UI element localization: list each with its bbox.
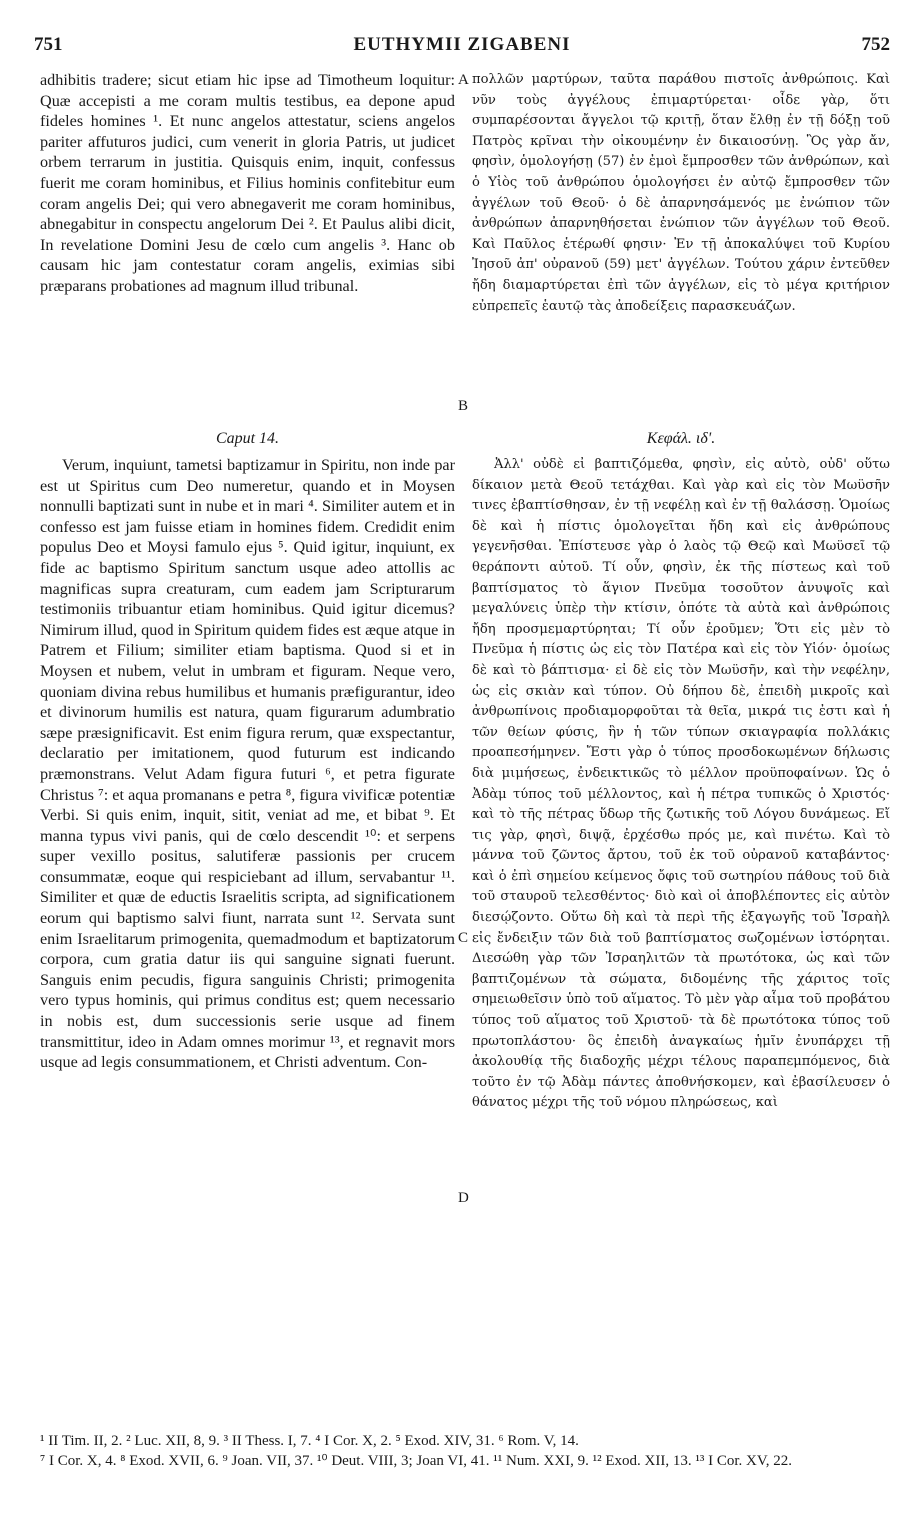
- footnotes-line-1: ¹ II Tim. II, 2. ² Luc. XII, 8, 9. ³ II Thess. I, 7. ⁴ I Cor. X, 2. ⁵ Exod. XIV, 31. ⁶ Rom. V, 14.: [40, 1433, 579, 1449]
- footnotes-line-2: ⁷ I Cor. X, 4. ⁸ Exod. XVII, 6. ⁹ Joan. VII, 37. ¹⁰ Deut. VIII, 3; Joan VI, 41. ¹¹ Num. XXI, 9. ¹² Exod. XII, 13. ¹³ I Cor. XV, 22.: [40, 1453, 793, 1469]
- latin-column-bottom: [40, 455, 455, 1073]
- chapter-heading-latin: Caput 14.: [215, 430, 280, 447]
- latin-paragraph-bottom: Verum, inquiunt, tametsi baptizamur in Spiritu, non inde par est ut Spiritus cum Deo numeretur, quando et in Moysen nonnulli baptizati sunt in nube et in mari ⁴. Similiter autem et in confesso est jam fuisse etiam in homines fidem. Credidit enim populus Deo et Moysi famulo ejus ⁵. Quid igitur, inquiunt, ex fide ac baptismo Spiritum sanctum usque adeo attollis ac magnificas supra creaturam, cum eadem jam Scripturarum testimoniis tribuantur etiam hominibus. Quid igitur dicemus? Nimirum illud, quod in Spiritum quidem fides est æque atque in Patrem et Filium; similiter etiam baptisma. Quod si et in Moysen et nubem, velut in umbram et figuram. Neque vero, quoniam divina rebus humilibus et humanis præfigurantur, ideo et divinorum humilis est natura, quam figurarum adumbratio sæpe præsignificavit. Est enim figura rerum, quæ exspectantur, declaratio per imitationem, quod futurum est indicando præmonstrans. Velut Adam figura futuri ⁶, et petra figurate Christus ⁷: et aqua promanans e petra ⁸, figura vivificæ potentiæ Verbi. Si quis enim, inquit, sitit, veniat ad me, et bibat ⁹. Et manna typus vivi panis, qui de cœlo descendit ¹⁰: et serpens super vexillo positus, salutiferæ passionis per crucem consummatæ, eoque qui respiciebant ad illum, servabantur ¹¹. Similiter et quæ de eductis Israelitis scripta, ad significationem eorum qui baptismo salvi fiunt, narrata sunt ¹². Servata sunt enim Israelitarum primogenita, quemadmodum et baptizatorum corpora, cum gratia datur iis qui sanguine signati fuerunt. Sanguis enim pecudis, figura sanguinis Christi; primogenita vero typus hominis, qui primus conditus est; quem necessario in nobis est, dum successionis serie usque ad finem transmittitur, ideo in Adam omnes morimur ¹³, et regnavit mors usque ad legis consummationem, et Christi adventum. Con-: [40, 456, 455, 1072]
- greek-column-bottom: [472, 455, 890, 1114]
- chapter-heading-greek: Κεφάλ. ιδ'.: [646, 430, 716, 447]
- page-number-left: 751: [34, 34, 63, 55]
- margin-marker-a: A: [458, 72, 469, 88]
- greek-column-top: [472, 70, 890, 317]
- greek-paragraph-bottom: Ἀλλ' οὐδὲ εἰ βαπτιζόμεθα, φησὶν, εἰς αὐτὸ, οὐδ' οὕτω δίκαιον μετὰ Θεοῦ τετάχθαι. Καὶ γὰρ καὶ εἰς τὸν Μωϋσῆν τινες ἐβαπτίσθησαν, ἐν τῇ νεφέλῃ καὶ ἐν τῇ θαλάσσῃ. Ὁμοίως δὲ καὶ ἡ πίστις ὁμολογεῖται ἤδη καὶ εἰς ἀνθρώπους γεγενῆσθαι. Ἐπίστευσε γὰρ ὁ λαὸς τῷ Θεῷ καὶ Μωϋσεῖ τῷ θεράποντι αὐτοῦ. Τί οὖν, φησὶν, ἐκ τῆς πίστεως καὶ τοῦ βαπτίσματος τὸ ἅγιον Πνεῦμα τοσοῦτον ἀνυψοῖς καὶ μεγαλύνεις ὑπὲρ τὴν κτίσιν, ὁπότε τὰ αὐτὰ καὶ ἀνθρώποις ἤδη προσμεμαρτύρηται; Τί οὖν ἐροῦμεν; Ὅτι εἰς μὲν τὸ Πνεῦμα ἡ πίστις ὡς εἰς τὸν Πατέρα καὶ εἰς τὸν Υἱόν· ὁμοίως δὲ καὶ τὸ βάπτισμα· εἰ δὲ εἰς τὸν Μωϋσῆν, καὶ τὴν νεφέλην, ὡς εἰς σκιὰν καὶ τύπον. Οὐ δήπου δὲ, ἐπειδὴ μικροῖς καὶ ἀνθρωπίνοις προδιαμορφοῦται τὰ θεῖα, μικρά τις ἐστι καὶ ἡ τῶν θείων φύσις, ἣν ἡ τῶν τύπων σκιαγραφία πολλάκις προαπεσήμηνεν. Ἔστι γὰρ ὁ τύπος προσδοκωμένων δήλωσις διὰ μιμήσεως, ἐνδεικτικῶς τὸ μέλλον προϋποφαίνων. Ὡς ὁ Ἀδὰμ τύπος τοῦ μέλλοντος, καὶ ἡ πέτρα τυπικῶς ὁ Χριστός· καὶ τὸ τῆς πέτρας ὕδωρ τῆς ζωτικῆς τοῦ Λόγου δυνάμεως. Εἴ τις γὰρ, φησὶ, διψᾷ, ἐρχέσθω πρός με, καὶ πινέτω. Καὶ τὸ μάννα τοῦ ζῶντος ἄρτου, τοῦ ἐκ τοῦ οὐρανοῦ καταβάντος· καὶ ὁ ἐπὶ σημείου κείμενος ὄφις τοῦ σωτηρίου πάθους τοῦ διὰ τοῦ σταυροῦ τελεσθέντος· διὸ καὶ οἱ ἀποβλέποντες εἰς αὐτὸν διεσῴζοντο. Οὕτω δὴ καὶ τὰ περὶ τῆς ἐξαγωγῆς τοῦ Ἰσραὴλ εἰς ἔνδειξιν τῶν διὰ τοῦ βαπτίσματος σωζομένων ἱστόρηται. Διεσώθη γὰρ τῶν Ἰσραηλιτῶν τὰ πρωτότοκα, ὡς καὶ τῶν βαπτιζομένων τὰ σώματα, διδομένης τῆς χάριτος τοῖς σημειωθεῖσιν ὑπὸ τοῦ αἵματος. Τὸ μὲν γὰρ αἷμα τοῦ προβάτου τύπος τοῦ αἵματος τοῦ Χριστοῦ· τὰ δὲ πρωτότοκα τύπος τοῦ πρωτοπλάστου· ὃς ἐπειδὴ ἀναγκαίως ἡμῖν ἐνυπάρχει τῇ ἀκολουθίᾳ τῆς διαδοχῆς μέχρι τέλους παραπεμπόμενος, διὰ τοῦτο ἐν τῷ Ἀδὰμ πάντες ἀποθνήσκομεν, καὶ ἐβασίλευσεν ὁ θάνατος μέχρι τῆς τοῦ νόμου πληρώσεως, καὶ: [472, 457, 890, 1111]
- margin-marker-b: B: [458, 398, 469, 414]
- page-header: [34, 34, 890, 62]
- latin-paragraph-top: adhibitis tradere; sicut etiam hic ipse ad Timotheum loquitur: Quæ accepisti a me coram multis testibus, ea depone apud fideles homines ¹. Et nunc angelos attestatur, sciens angelos pariter affuturos judici, cum venerit in gloria Patris, ut judicet orbem terrarum in justitia. Quisquis enim, inquit, confessus fuerit me coram hominibus, et Filius hominis confitebitur eum coram angelis Dei; qui vero abnegaverit me coram hominibus, abnegabitur in conspectu angelorum Dei ². Et Paulus alibi dicit, In revelatione Domini Jesu de cœlo cum angelis ³. Hanc ob causam hic jam contestatur coram angelis, eximias sibi præparans probationes ad magnum illud tribunal.: [40, 71, 455, 295]
- margin-marker-c: C: [458, 930, 469, 946]
- latin-column-top: [40, 70, 455, 297]
- running-title: EUTHYMII ZIGABENI: [353, 34, 571, 55]
- margin-marker-d: D: [458, 1190, 469, 1206]
- greek-paragraph-top: πολλῶν μαρτύρων, ταῦτα παράθου πιστοῖς ἀνθρώποις. Καὶ νῦν τοὺς ἀγγέλους ἐπιμαρτύρεται· οἶδε γὰρ, ὅτι συμπαρέσονται ἄγγελοι τῷ κριτῇ, ὅταν ἔλθῃ ἐν τῇ δόξῃ τοῦ Πατρὸς κρῖναι τὴν οἰκουμένην ἐν δικαιοσύνῃ. Ὃς γὰρ ἄν, φησὶν, ὁμολογήσῃ (57) ἐν ἐμοὶ ἔμπροσθεν τῶν ἀνθρώπων, καὶ ὁ Υἱὸς τοῦ ἀνθρώπου ὁμολογήσει ἐν αὐτῷ ἔμπροσθεν τῶν ἀγγέλων τοῦ Θεοῦ· ὁ δὲ ἀπαρνησάμενός με ἐνώπιον τῶν ἀνθρώπων ἀπαρνηθήσεται ἐνώπιον τῶν ἀγγέλων τοῦ Θεοῦ. Καὶ Παῦλος ἑτέρωθί φησιν· Ἐν τῇ ἀποκαλύψει τοῦ Κυρίου Ἰησοῦ ἀπ' οὐρανοῦ (59) μετ' ἀγγέλων. Τούτου χάριν ἐντεῦθεν ἤδη διαμαρτύρεται ἐπὶ τῶν ἀγγέλων, εἰς τὸ μέγα κριτήριον εὐπρεπεῖς ἑαυτῷ τὰς ἀποδείξεις παρασκευάζων.: [472, 72, 890, 314]
- page-number-right: 752: [861, 34, 890, 55]
